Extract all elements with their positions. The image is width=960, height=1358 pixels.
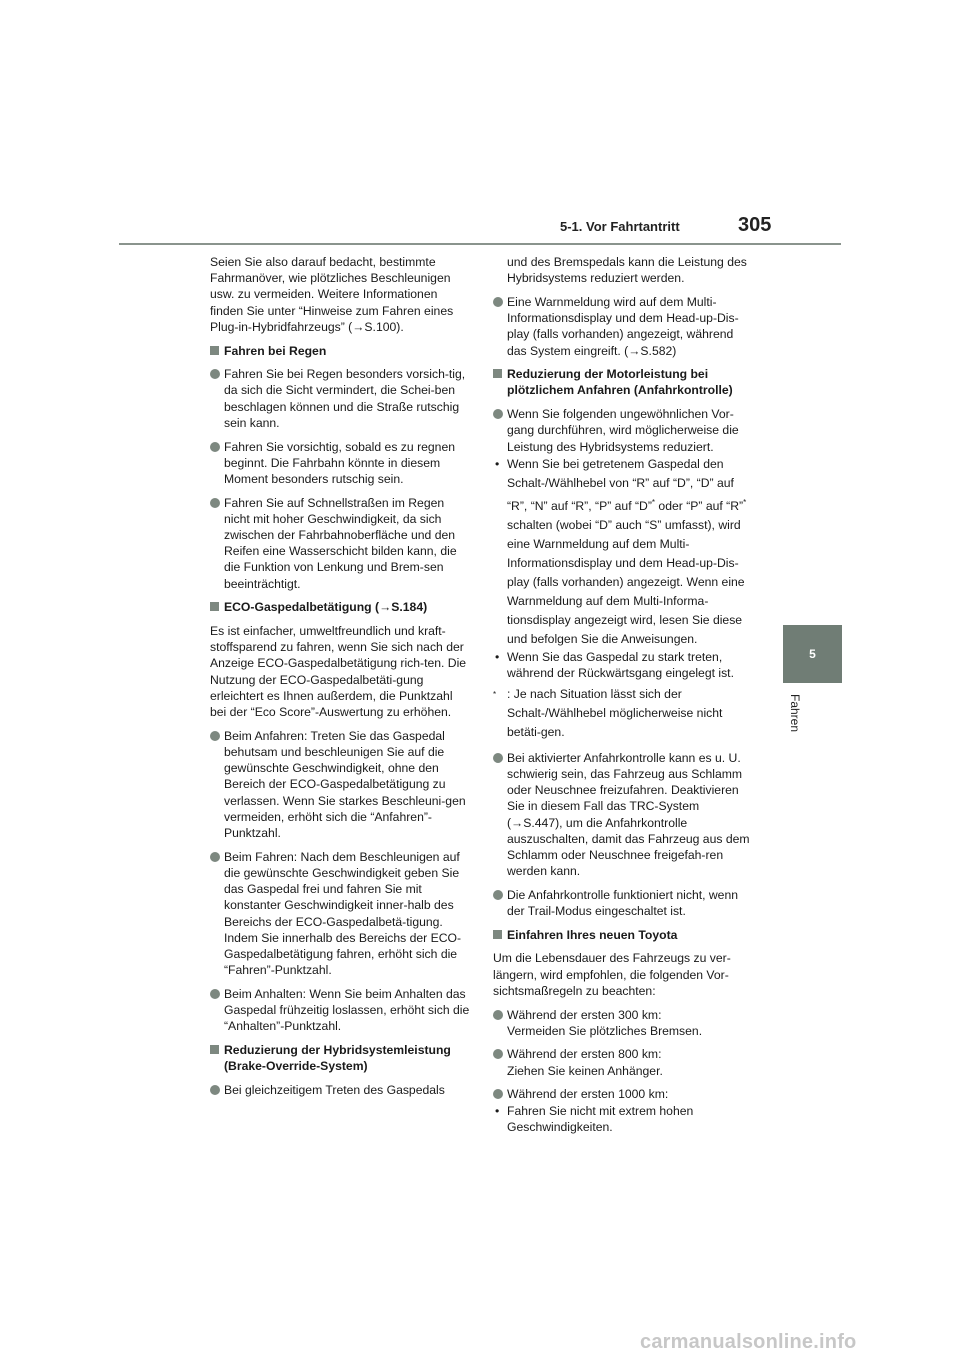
chapter-label (786, 694, 806, 744)
page-number: 305 (738, 214, 772, 236)
dash-item: • Fahren Sie nicht mit extrem hohen Geschwindigkeiten. (495, 1103, 694, 1134)
chapter-label-text: Fahren (788, 694, 802, 733)
watermark: carmanualsonline.info (640, 1331, 857, 1353)
bullet-icon (493, 297, 503, 307)
bullet-icon (210, 369, 220, 379)
heading-rain: Fahren bei Regen (210, 343, 472, 359)
bullet-icon (493, 1049, 503, 1059)
square-marker-icon (493, 930, 502, 939)
bullet-icon (493, 753, 503, 763)
list-item: Eine Warnmeldung wird auf dem Multi-Informationsdisplay und dem Head-up-Dis-play (falls vorhanden) angezeigt, während das System eingreift. (→S.582) (493, 294, 755, 359)
list-item: Die Anfahrkontrolle funktioniert nicht, wenn der Trail-Modus eingeschaltet ist. (493, 887, 755, 919)
bullet-icon (210, 852, 220, 862)
bullet-icon (493, 409, 503, 419)
square-marker-icon (493, 369, 502, 378)
header-divider (119, 243, 841, 245)
bullet-icon (210, 498, 220, 508)
list-item: Während der ersten 1000 km: (493, 1086, 755, 1102)
bullet-icon (493, 1010, 503, 1020)
dash-item: • Wenn Sie das Gaspedal zu stark treten, während der Rückwärtsgang eingelegt ist. (495, 649, 734, 680)
list-item: Während der ersten 800 km: Ziehen Sie keinen Anhänger. (493, 1046, 755, 1078)
square-marker-icon (210, 346, 219, 355)
dash-item: • Wenn Sie bei getretenem Gaspedal den Schalt-/Wählhebel von “R” auf “D”, “D” auf “R”, “N” auf “R”, “P” auf “D”* oder “P” auf “R”* schalten (wobei “D” auch “S” umfasst), wird eine Warnmeldung auf dem Multi-Informationsdisplay und dem Head-up-Dis-play (falls vorhanden) angezeigt. Wenn eine Warnmeldung auf dem Multi-Informa-tionsdisplay angezeigt wird, lesen Sie diese und befolgen Sie die Anweisungen. (495, 456, 747, 646)
list-item: Beim Fahren: Nach dem Beschleunigen auf die gewünschte Geschwindigkeit geben Sie das Gaspedal frei und fahren Sie mit konstanter Geschwindigkeit inner-halb des Bereichs der ECO-Gaspedalbetä-tigung. Indem Sie innerhalb des Bereichs der ECO-Gaspedalbetätigung fahren, erhöht sich die “Fahren”-Punktzahl. (210, 849, 472, 979)
list-item: Beim Anhalten: Wenn Sie beim Anhalten das Gaspedal frühzeitig loslassen, erhöht sich die “Anhalten”-Punktzahl. (210, 986, 472, 1035)
eco-paragraph: Es ist einfacher, umweltfreundlich und kraft-stoffsparend zu fahren, wenn Sie sich nach der Anzeige ECO-Gaspedalbetätigung rich-ten. Die Nutzung der ECO-Gaspedalbetäti-gung erleichtert es Ihnen außerdem, die Punktzahl bei der “Eco Score”-Auswertung zu erhöhen. (210, 624, 467, 720)
list-item: Bei gleichzeitigem Treten des Gaspedals (210, 1082, 472, 1098)
left-column (210, 254, 472, 1106)
square-marker-icon (210, 1045, 219, 1054)
right-column (493, 254, 755, 1135)
heading-brake-override: Reduzierung der Hybridsystemleistung (Brake-Override-System) (210, 1042, 472, 1074)
break-in-paragraph: Um die Lebensdauer des Fahrzeugs zu ver-längern, wird empfohlen, die folgenden Vor-sichtsmaßregeln zu beachten: (493, 951, 731, 998)
list-item: Beim Anfahren: Treten Sie das Gaspedal behutsam und beschleunigen Sie auf die gewünschte Geschwindigkeit, ohne den Bereich der ECO-Gaspedalbetätigung zu verlassen. Wenn Sie starkes Beschleuni-gen vermeiden, erhöht sich die “Anfahren”-Punktzahl. (210, 728, 472, 841)
list-item: Während der ersten 300 km: Vermeiden Sie plötzliches Bremsen. (493, 1007, 755, 1039)
heading-eco-pedal: ECO-Gaspedalbetätigung (→S.184) (210, 599, 472, 615)
bullet-icon (493, 1089, 503, 1099)
square-marker-icon (210, 602, 219, 611)
bullet-icon (210, 731, 220, 741)
bullet-icon (493, 890, 503, 900)
continued-paragraph: und des Bremspedals kann die Leistung des Hybridsystems reduziert werden. (507, 255, 747, 286)
bullet-icon (210, 1085, 220, 1095)
chapter-tab[interactable]: 5 (783, 625, 842, 683)
section-title: 5-1. Vor Fahrtantritt (560, 219, 680, 234)
bullet-icon (210, 442, 220, 452)
footnote: * : Je nach Situation lässt sich der Schalt-/Wählhebel möglicherweise nicht betäti-gen. (493, 687, 723, 740)
list-item: Fahren Sie bei Regen besonders vorsich-tig, da sich die Sicht vermindert, die Schei-ben beschlagen können und die Straße rutschig sein kann. (210, 366, 472, 431)
list-item: Fahren Sie auf Schnellstraßen im Regen nicht mit hoher Geschwindigkeit, da sich zwischen der Fahrbahnoberfläche und den Reifen eine Wasserschicht bilden kann, die die Funktion von Lenkung und Brem-sen beeinträchtigt. (210, 495, 472, 592)
heading-start-control: Reduzierung der Motorleistung bei plötzlichem Anfahren (Anfahrkontrolle) (493, 366, 755, 398)
list-item: Wenn Sie folgenden ungewöhnlichen Vor-gang durchführen, wird möglicherweise die Leistung des Hybridsystems reduziert. (493, 406, 755, 455)
bullet-icon (210, 989, 220, 999)
heading-break-in: Einfahren Ihres neuen Toyota (493, 927, 755, 943)
list-item: Bei aktivierter Anfahrkontrolle kann es u. U. schwierig sein, das Fahrzeug aus Schlamm oder Neuschnee freizufahren. Deaktivieren Sie in diesem Fall das TRC-System (→S.447), um die Anfahrkontrolle auszuschalten, damit das Fahrzeug aus dem Schlamm oder Neuschnee freigefah-ren werden kann. (493, 750, 755, 880)
list-item: Fahren Sie vorsichtig, sobald es zu regnen beginnt. Die Fahrbahn könnte in diesem Moment besonders rutschig sein. (210, 439, 472, 488)
intro-paragraph: Seien Sie also darauf bedacht, bestimmte Fahrmanöver, wie plötzliches Beschleunigen usw. zu vermeiden. Weitere Informationen finden Sie unter “Hinweise zum Fahren eines Plug-in-Hybridfahrzeugs” (→S.100). (210, 255, 454, 334)
